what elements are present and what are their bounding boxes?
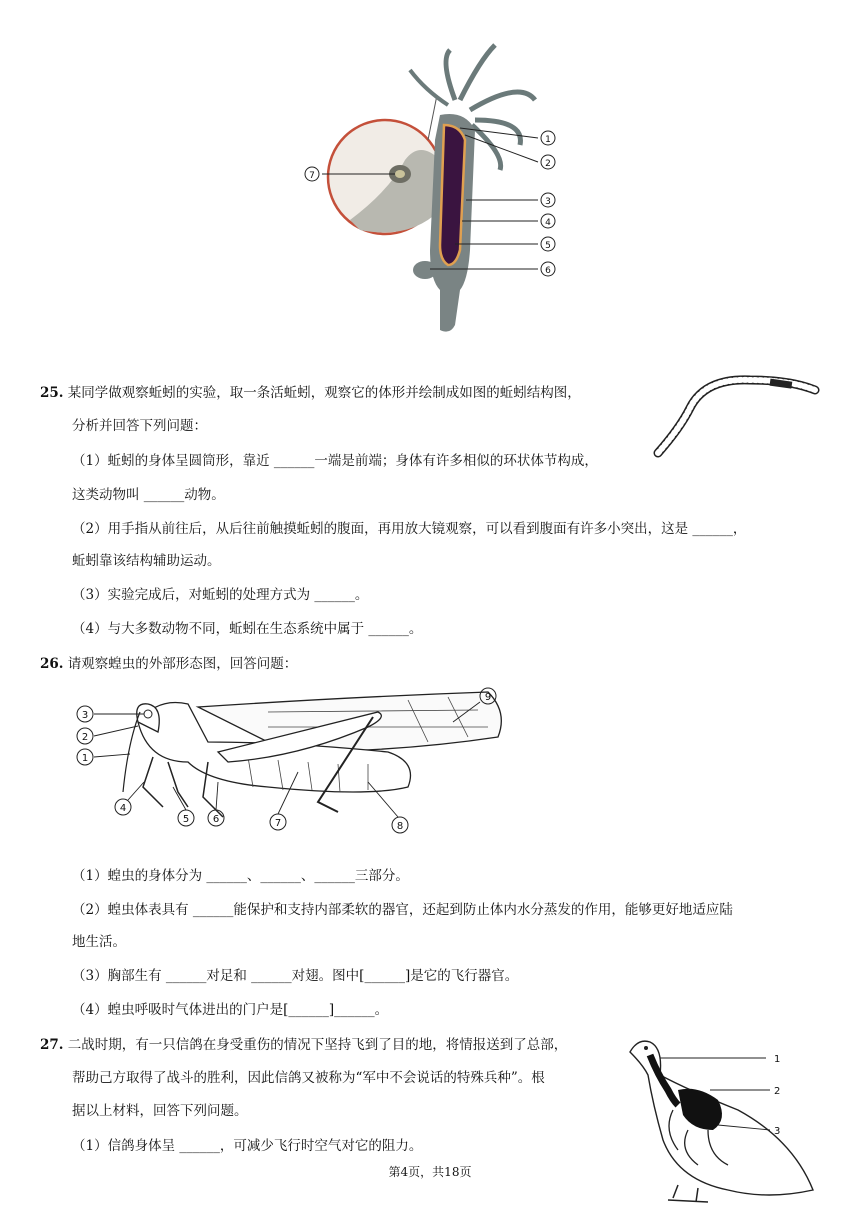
locust-label-1: 1 [81,753,89,764]
q27-stem-line1 [40,1035,567,1055]
locust-label-2: 2 [81,732,89,743]
pigeon-figure [618,1030,828,1210]
q26-part1: （1）蝗虫的身体分为 ______、______、______三部分。 [72,868,409,884]
q27-stem-line2: 帮助己方取得了战斗的胜利，因此信鸽又被称为“军中不会说话的特殊兵种”。根 [72,1070,545,1086]
hydra-label-2: 2 [545,159,551,169]
hydra-label-7: 7 [309,171,315,181]
hydra-label-3: 3 [545,197,551,207]
hydra-label-6: 6 [545,266,551,276]
pigeon-label-2: 2 [774,1086,781,1097]
hydra-label-5: 5 [545,241,551,251]
q26-part2a: （2）蝗虫体表具有 ______能保护和支持内部柔软的器官，还起到防止体内水分蒸发的作用，能够更好地适应陆 [72,902,733,918]
q25-part2b: 蚯蚓靠该结构辅助运动。 [72,553,221,569]
locust-label-4: 4 [119,803,127,814]
q26-part3: （3）胸部生有 ______对足和 ______对翅。图中[______]是它的飞行器官。 [72,968,519,984]
q27-stem-line3: 据以上材料，回答下列问题。 [72,1103,248,1119]
q25-part3: （3）实验完成后，对蚯蚓的处理方式为 ______。 [72,587,369,603]
locust-figure [68,682,518,842]
q26-stem-text: 请观察蝗虫的外部形态图，回答问题： [67,656,298,672]
q25-stem-line2: 分析并回答下列问题： [72,418,207,434]
q27-stem-text1: 二战时期，有一只信鸽在身受重伤的情况下坚持飞到了目的地，将情报送到了总部， [67,1037,568,1053]
locust-label-6: 6 [212,814,220,825]
pigeon-label-3: 3 [774,1126,781,1137]
locust-label-8: 8 [396,821,404,832]
q25-part4: （4）与大多数动物不同，蚯蚓在生态系统中属于 ______。 [72,621,423,637]
earthworm-body [658,380,815,453]
q25-part2a: （2）用手指从前往后，从后往前触摸蚯蚓的腹面，再用放大镜观察，可以看到腹面有许多小突出，这是 ______， [72,521,747,537]
pigeon-label-1: 1 [774,1054,781,1065]
locust-label-3: 3 [81,710,89,721]
locust-label-7: 7 [274,818,282,829]
q25-stem-line1 [40,383,581,403]
hydra-label-1: 1 [545,135,551,145]
q27-part1: （1）信鸽身体呈 ______，可减少飞行时空气对它的阻力。 [72,1138,423,1154]
q26-part2b: 地生活。 [72,934,126,950]
q25-number: 25. [40,385,64,401]
page-footer: 第4页，共18页 [388,1165,472,1179]
q26-number: 26. [40,656,64,672]
hydra-label-4: 4 [545,218,551,228]
locust-label-9: 9 [484,692,492,703]
locust-label-5: 5 [182,814,190,825]
q26-stem-line [40,654,297,674]
q26-part4: （4）蝗虫呼吸时气体进出的门户是[______]______。 [72,1002,389,1018]
hydra-figure [290,40,570,340]
q25-stem-text1: 某同学做观察蚯蚓的实验，取一条活蚯蚓，观察它的体形并绘制成如图的蚯蚓结构图， [67,385,581,401]
q27-number: 27. [40,1037,64,1053]
earthworm-figure [650,368,820,460]
q25-part1a: （1）蚯蚓的身体呈圆筒形，靠近 ______一端是前端；身体有许多相似的环状体节构成， [72,453,598,469]
q25-part1b: 这类动物叫 ______动物。 [72,487,225,503]
